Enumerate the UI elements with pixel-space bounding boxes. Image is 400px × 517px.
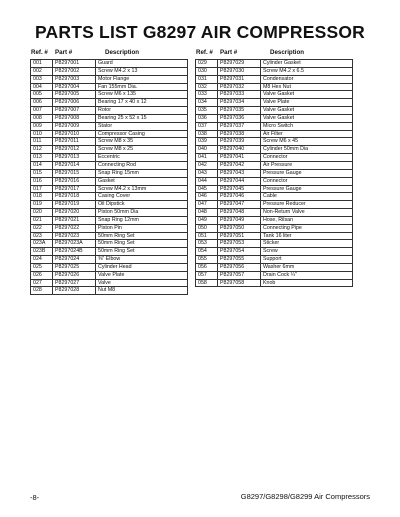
table-row xyxy=(31,169,188,177)
table-row xyxy=(31,161,188,169)
description-cell: Valve Gasket xyxy=(261,107,353,115)
part-number-cell: P8297008 xyxy=(53,114,96,122)
description-cell: Air Pressure xyxy=(261,161,353,169)
ref-cell: 030 xyxy=(196,67,218,75)
table-row xyxy=(196,216,353,224)
part-number-cell: P8297034 xyxy=(218,99,261,107)
ref-cell: 017 xyxy=(31,185,53,193)
part-number-cell: P8297038 xyxy=(218,130,261,138)
table-row xyxy=(196,67,353,75)
footer-product: G8297/G8298/G8299 Air Compressors xyxy=(240,492,370,501)
table-row xyxy=(31,216,188,224)
table-row xyxy=(196,279,353,287)
part-number-cell: P8297049 xyxy=(218,216,261,224)
part-number-cell: P8297002 xyxy=(53,67,96,75)
description-cell: Valve Gasket xyxy=(261,114,353,122)
description-cell: Screw M6 x 45 xyxy=(261,138,353,146)
table-row xyxy=(196,271,353,279)
part-number-cell: P8297033 xyxy=(218,91,261,99)
description-cell: Fan 155mm Dia. xyxy=(96,83,188,91)
table-row xyxy=(196,232,353,240)
ref-cell: 054 xyxy=(196,248,218,256)
description-cell: Connector xyxy=(261,177,353,185)
ref-cell: 033 xyxy=(196,91,218,99)
parts-table-right xyxy=(195,45,353,287)
description-cell: Snap Ring 15mm xyxy=(96,169,188,177)
table-row xyxy=(31,185,188,193)
description-cell: Compressor Casing xyxy=(96,130,188,138)
description-cell: Cylinder Gasket xyxy=(261,60,353,68)
ref-cell: 055 xyxy=(196,256,218,264)
description-cell: Pressure Gauge xyxy=(261,169,353,177)
table-row xyxy=(31,201,188,209)
table-row xyxy=(31,99,188,107)
ref-cell: 026 xyxy=(31,271,53,279)
part-number-cell: P8297032 xyxy=(218,83,261,91)
part-number-cell: P8297043 xyxy=(218,169,261,177)
table-row xyxy=(196,161,353,169)
ref-cell: 021 xyxy=(31,216,53,224)
part-number-cell: P8297024B xyxy=(53,248,96,256)
description-cell: Washer 6mm xyxy=(261,263,353,271)
description-cell: Air Filter xyxy=(261,130,353,138)
part-number-cell: P8297051 xyxy=(218,232,261,240)
description-cell: Drain Cock ¼" xyxy=(261,271,353,279)
part-number-cell: P8297026 xyxy=(53,271,96,279)
part-number-cell: P8297009 xyxy=(53,122,96,130)
table-row xyxy=(196,83,353,91)
description-cell: Tank 16 liter xyxy=(261,232,353,240)
table-row xyxy=(196,107,353,115)
table-row xyxy=(31,122,188,130)
ref-cell: 028 xyxy=(31,287,53,295)
table-row xyxy=(31,240,188,248)
ref-cell: 001 xyxy=(31,60,53,68)
description-cell: Connecting Pipe xyxy=(261,224,353,232)
part-number-cell: P8297003 xyxy=(53,75,96,83)
parts-table-left xyxy=(30,45,188,295)
part-number-cell: P8297012 xyxy=(53,146,96,154)
part-number-cell: P8297004 xyxy=(53,83,96,91)
ref-cell: 012 xyxy=(31,146,53,154)
description-cell: Bearing 25 x 52 x 15 xyxy=(96,114,188,122)
description-cell: Pressure Gauge xyxy=(261,185,353,193)
ref-cell: 018 xyxy=(31,193,53,201)
ref-header: Ref. # xyxy=(196,48,213,56)
description-cell: Rotor xyxy=(96,107,188,115)
description-cell: Screw M4.2 x 13mm xyxy=(96,185,188,193)
ref-cell: 032 xyxy=(196,83,218,91)
part-number-cell: P8297040 xyxy=(218,146,261,154)
table-row xyxy=(31,263,188,271)
table-row xyxy=(31,209,188,217)
table-row xyxy=(31,193,188,201)
table-row xyxy=(31,60,188,68)
part-number-cell: P8297021 xyxy=(53,216,96,224)
ref-cell: 006 xyxy=(31,99,53,107)
ref-header: Ref. # xyxy=(31,48,48,56)
description-cell: Valve Plate xyxy=(96,271,188,279)
table-row xyxy=(31,287,188,295)
table-row xyxy=(31,177,188,185)
part-number-cell: P8297031 xyxy=(218,75,261,83)
ref-cell: 031 xyxy=(196,75,218,83)
description-cell: Piston Pin xyxy=(96,224,188,232)
description-cell: Cable xyxy=(261,193,353,201)
description-cell: Snap Ring 12mm xyxy=(96,216,188,224)
ref-cell: 058 xyxy=(196,279,218,287)
ref-cell: 049 xyxy=(196,216,218,224)
table-row xyxy=(31,67,188,75)
table-row xyxy=(196,91,353,99)
table-row xyxy=(31,107,188,115)
ref-cell: 007 xyxy=(31,107,53,115)
part-header: Part # xyxy=(55,48,73,56)
part-number-cell: P8297041 xyxy=(218,154,261,162)
table-row xyxy=(196,130,353,138)
part-number-cell: P8297045 xyxy=(218,185,261,193)
table-row xyxy=(31,256,188,264)
part-number-cell: P8297017 xyxy=(53,185,96,193)
description-cell: Connector xyxy=(261,154,353,162)
page-number: -8- xyxy=(30,493,40,502)
ref-cell: 044 xyxy=(196,177,218,185)
part-number-cell: P8297028 xyxy=(53,287,96,295)
description-cell: Condensator xyxy=(261,75,353,83)
table-row xyxy=(196,240,353,248)
table-row xyxy=(196,263,353,271)
part-number-cell: P8297019 xyxy=(53,201,96,209)
description-cell: Screw M8 x 25 xyxy=(96,146,188,154)
ref-cell: 037 xyxy=(196,122,218,130)
description-cell: Hose, Rilsan xyxy=(261,216,353,224)
part-number-cell: P8297055 xyxy=(218,256,261,264)
description-cell: 50mm Ring Set xyxy=(96,248,188,256)
part-number-cell: P8297011 xyxy=(53,138,96,146)
part-number-cell: P8297056 xyxy=(218,263,261,271)
part-number-cell: P8297036 xyxy=(218,114,261,122)
ref-cell: 039 xyxy=(196,138,218,146)
table-row xyxy=(196,122,353,130)
ref-cell: 040 xyxy=(196,146,218,154)
table-row xyxy=(196,193,353,201)
ref-cell: 038 xyxy=(196,130,218,138)
description-cell: Gasket xyxy=(96,177,188,185)
part-number-cell: P8297029 xyxy=(218,60,261,68)
description-cell: Valve Plate xyxy=(261,99,353,107)
description-cell: Casing Cover xyxy=(96,193,188,201)
table-row xyxy=(31,138,188,146)
ref-cell: 025 xyxy=(31,263,53,271)
part-number-cell: P8297024 xyxy=(53,256,96,264)
ref-cell: 051 xyxy=(196,232,218,240)
part-number-cell: P8297037 xyxy=(218,122,261,130)
part-number-cell: P8297030 xyxy=(218,67,261,75)
ref-cell: 023B xyxy=(31,248,53,256)
table-row xyxy=(196,177,353,185)
part-number-cell: P8297001 xyxy=(53,60,96,68)
ref-cell: 003 xyxy=(31,75,53,83)
description-cell: Stator xyxy=(96,122,188,130)
part-number-cell: P8297035 xyxy=(218,107,261,115)
description-cell: Screw M4.2 x 13 xyxy=(96,67,188,75)
table-row xyxy=(196,201,353,209)
table-row xyxy=(196,154,353,162)
ref-cell: 010 xyxy=(31,130,53,138)
ref-cell: 014 xyxy=(31,161,53,169)
description-cell: Screw M8 x 35 xyxy=(96,138,188,146)
ref-cell: 048 xyxy=(196,209,218,217)
part-number-cell: P8297025 xyxy=(53,263,96,271)
ref-cell: 047 xyxy=(196,201,218,209)
part-number-cell: P8297042 xyxy=(218,161,261,169)
part-number-cell: P8297006 xyxy=(53,99,96,107)
description-cell: 50mm Ring Set xyxy=(96,240,188,248)
part-header: Part # xyxy=(220,48,238,56)
table-row xyxy=(196,209,353,217)
table-row xyxy=(31,248,188,256)
part-number-cell: P8297020 xyxy=(53,209,96,217)
description-cell: Valve Gasket xyxy=(261,91,353,99)
ref-cell: 016 xyxy=(31,177,53,185)
part-number-cell: P8297050 xyxy=(218,224,261,232)
page-title: PARTS LIST G8297 AIR COMPRESSOR xyxy=(34,22,365,42)
ref-cell: 045 xyxy=(196,185,218,193)
ref-cell: 022 xyxy=(31,224,53,232)
description-cell: Connecting Rod xyxy=(96,161,188,169)
part-number-cell: P8297013 xyxy=(53,154,96,162)
description-cell: Sticker xyxy=(261,240,353,248)
part-number-cell: P8297048 xyxy=(218,209,261,217)
part-number-cell: P8297057 xyxy=(218,271,261,279)
ref-cell: 023 xyxy=(31,232,53,240)
description-cell: Screw xyxy=(261,248,353,256)
table-row xyxy=(196,248,353,256)
description-cell: Motor Flange xyxy=(96,75,188,83)
ref-cell: 034 xyxy=(196,99,218,107)
table-row xyxy=(31,232,188,240)
ref-cell: 023A xyxy=(31,240,53,248)
description-cell: Support xyxy=(261,256,353,264)
description-header: Description xyxy=(105,48,140,56)
description-cell: Micro Switch xyxy=(261,122,353,130)
part-number-cell: P8297046 xyxy=(218,193,261,201)
ref-cell: 015 xyxy=(31,169,53,177)
table-header xyxy=(30,45,188,59)
table-row xyxy=(196,224,353,232)
ref-cell: 042 xyxy=(196,161,218,169)
part-number-cell: P8297016 xyxy=(53,177,96,185)
part-number-cell: P8297010 xyxy=(53,130,96,138)
table-row xyxy=(31,154,188,162)
description-cell: Bearing 17 x 40 x 12 xyxy=(96,99,188,107)
ref-cell: 043 xyxy=(196,169,218,177)
part-number-cell: P8297015 xyxy=(53,169,96,177)
table-row xyxy=(196,75,353,83)
ref-cell: 041 xyxy=(196,154,218,162)
table-row xyxy=(31,83,188,91)
part-number-cell: P8297018 xyxy=(53,193,96,201)
ref-cell: 004 xyxy=(31,83,53,91)
ref-cell: 019 xyxy=(31,201,53,209)
description-cell: Valve xyxy=(96,279,188,287)
ref-cell: 013 xyxy=(31,154,53,162)
table-row xyxy=(196,185,353,193)
table-row xyxy=(31,279,188,287)
table-row xyxy=(196,146,353,154)
ref-cell: 024 xyxy=(31,256,53,264)
part-number-cell: P8297053 xyxy=(218,240,261,248)
part-number-cell: P8297044 xyxy=(218,177,261,185)
description-cell: Oil Dipstick xyxy=(96,201,188,209)
part-number-cell: P8297005 xyxy=(53,91,96,99)
table-row xyxy=(31,130,188,138)
part-number-cell: P8297022 xyxy=(53,224,96,232)
description-cell: M8 Hex Nut xyxy=(261,83,353,91)
description-cell: ⅜" Elbow xyxy=(96,256,188,264)
part-number-cell: P8297023A xyxy=(53,240,96,248)
description-cell: Guard xyxy=(96,60,188,68)
description-cell: Piston 50mm Dia xyxy=(96,209,188,217)
part-number-cell: P8297023 xyxy=(53,232,96,240)
part-number-cell: P8297039 xyxy=(218,138,261,146)
table-header xyxy=(195,45,353,59)
table-row xyxy=(196,114,353,122)
ref-cell: 046 xyxy=(196,193,218,201)
part-number-cell: P8297047 xyxy=(218,201,261,209)
ref-cell: 008 xyxy=(31,114,53,122)
ref-cell: 036 xyxy=(196,114,218,122)
ref-cell: 053 xyxy=(196,240,218,248)
table-row xyxy=(196,169,353,177)
table-row xyxy=(196,138,353,146)
table-row xyxy=(31,224,188,232)
ref-cell: 002 xyxy=(31,67,53,75)
ref-cell: 057 xyxy=(196,271,218,279)
part-number-cell: P8297027 xyxy=(53,279,96,287)
part-number-cell: P8297054 xyxy=(218,248,261,256)
description-cell: Cylinder Head xyxy=(96,263,188,271)
table-row xyxy=(31,271,188,279)
description-header: Description xyxy=(270,48,305,56)
table-row xyxy=(31,91,188,99)
part-number-cell: P8297014 xyxy=(53,161,96,169)
ref-cell: 011 xyxy=(31,138,53,146)
description-cell: Cylinder 50mm Dia xyxy=(261,146,353,154)
ref-cell: 009 xyxy=(31,122,53,130)
ref-cell: 029 xyxy=(196,60,218,68)
description-cell: Nut M8 xyxy=(96,287,188,295)
description-cell: Non-Return Valve xyxy=(261,209,353,217)
description-cell: Screw M6 x 135 xyxy=(96,91,188,99)
part-number-cell: P8297007 xyxy=(53,107,96,115)
ref-cell: 050 xyxy=(196,224,218,232)
description-cell: Pressure Reducer xyxy=(261,201,353,209)
table-row xyxy=(196,256,353,264)
description-cell: 50mm Ring Set xyxy=(96,232,188,240)
table-row xyxy=(31,146,188,154)
description-cell: Screw M4.2 x 6.5 xyxy=(261,67,353,75)
table-row xyxy=(196,99,353,107)
description-cell: Eccentric xyxy=(96,154,188,162)
ref-cell: 056 xyxy=(196,263,218,271)
ref-cell: 035 xyxy=(196,107,218,115)
table-row xyxy=(31,75,188,83)
ref-cell: 005 xyxy=(31,91,53,99)
description-cell: Knob xyxy=(261,279,353,287)
part-number-cell: P8297058 xyxy=(218,279,261,287)
ref-cell: 020 xyxy=(31,209,53,217)
table-row xyxy=(196,60,353,68)
ref-cell: 027 xyxy=(31,279,53,287)
table-row xyxy=(31,114,188,122)
